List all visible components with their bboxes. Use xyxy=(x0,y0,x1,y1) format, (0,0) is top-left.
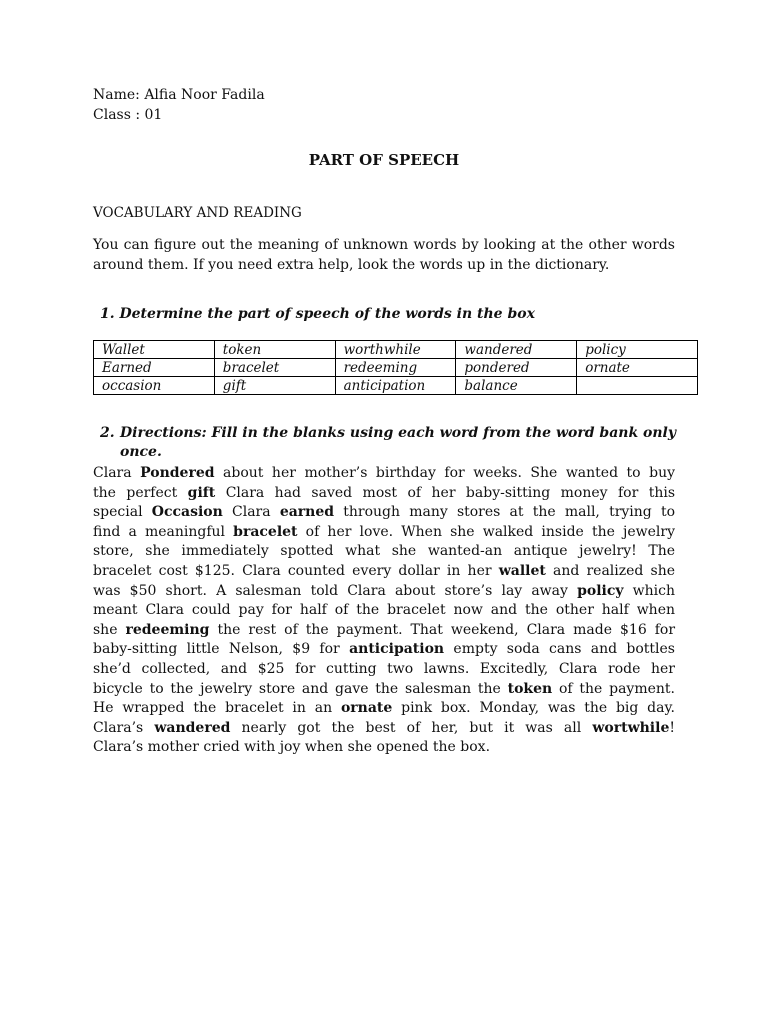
word-bank-cell: Wallet xyxy=(94,341,215,359)
story-line xyxy=(93,719,675,739)
story-text: Clara xyxy=(93,465,141,481)
answer-word: wallet xyxy=(498,562,546,579)
section-heading: VOCABULARY AND READING xyxy=(93,205,302,221)
story-text: bicycle to the jewelry store and gave the salesman the xyxy=(93,680,508,697)
story-text: and realized she xyxy=(545,562,675,579)
story-line xyxy=(93,582,675,602)
story-text: baby-sitting little Nelson, $9 for xyxy=(93,641,350,658)
word-bank-row xyxy=(94,359,698,377)
story-text: the perfect xyxy=(93,484,188,501)
word-bank-cell: balance xyxy=(456,377,577,395)
question-1-text: Determine the part of speech of the words in the box xyxy=(119,306,535,322)
story-line xyxy=(93,699,675,719)
answer-word: Pondered xyxy=(140,465,215,481)
story-text: the rest of the payment. That weekend, Clara made $16 for xyxy=(209,621,676,638)
word-bank-cell: bracelet xyxy=(214,359,335,377)
story-line xyxy=(93,621,675,641)
story-text: through many stores at the mall, trying to xyxy=(334,504,675,521)
story-text: Clara’s xyxy=(93,719,155,736)
story-text: store, she immediately spotted what she wanted-an antique jewelry! The xyxy=(93,543,675,560)
story-text: bracelet cost $125. Clara counted every dollar in her xyxy=(93,562,499,579)
word-bank-cell: token xyxy=(214,341,335,359)
word-bank-cell: anticipation xyxy=(335,377,456,395)
answer-word: ornate xyxy=(340,700,393,717)
story-text: Clara’s mother cried with joy when she opened the box. xyxy=(93,739,491,756)
story-text: ! xyxy=(669,719,675,736)
story-line xyxy=(93,503,675,523)
story-text: she’d collected, and $25 for cutting two lawns. Excitedly, Clara rode her xyxy=(93,660,675,677)
question-2 xyxy=(100,424,676,462)
answer-word: token xyxy=(507,680,553,697)
word-bank-cell: redeeming xyxy=(335,359,456,377)
word-bank-cell: pondered xyxy=(456,359,577,377)
answer-word: gift xyxy=(187,484,216,501)
word-bank-row xyxy=(94,341,698,359)
page-title: PART OF SPEECH xyxy=(308,151,460,169)
story-text: Clara xyxy=(222,504,280,521)
story-line xyxy=(93,523,675,543)
story-line xyxy=(93,542,675,562)
story-line xyxy=(93,562,675,582)
answer-word: wortwhile xyxy=(592,719,670,736)
word-bank-cell xyxy=(577,377,698,395)
story-text: was $50 short. A salesman told Clara about store’s lay away xyxy=(93,582,578,599)
story-line xyxy=(93,484,675,504)
story-text: empty soda cans and bottles xyxy=(444,641,675,658)
story-line xyxy=(93,640,675,660)
word-bank-cell: occasion xyxy=(94,377,215,395)
question-1-number: 1. xyxy=(100,306,115,322)
answer-word: redeeming xyxy=(125,621,210,638)
word-bank-row xyxy=(94,377,698,395)
story-paragraph xyxy=(93,464,675,758)
intro-paragraph: You can figure out the meaning of unknown words by looking at the other words around them. If you need extra help, look the words up in the dictionary. xyxy=(93,237,675,273)
story-text: she xyxy=(93,621,126,638)
answer-word: anticipation xyxy=(349,641,445,658)
answer-word: policy xyxy=(577,582,624,599)
story-line xyxy=(93,660,675,680)
story-text: which xyxy=(623,582,675,599)
story-line xyxy=(93,680,675,700)
student-class: Class : 01 xyxy=(93,107,163,123)
story-text: nearly got the best of her, but it was all xyxy=(230,719,593,736)
answer-word: earned xyxy=(279,504,335,521)
question-2-number: 2. xyxy=(100,425,115,441)
story-text: He wrapped the bracelet in an xyxy=(93,700,341,717)
question-1 xyxy=(100,306,535,322)
answer-word: Occasion xyxy=(151,504,223,521)
word-bank-cell: policy xyxy=(577,341,698,359)
story-line xyxy=(93,601,675,621)
word-bank-cell: wandered xyxy=(456,341,577,359)
story-text: special xyxy=(93,504,152,521)
word-bank-cell: worthwhile xyxy=(335,341,456,359)
story-text: pink box. Monday, was the big day. xyxy=(392,700,675,717)
word-bank-cell: Earned xyxy=(94,359,215,377)
answer-word: bracelet xyxy=(233,523,298,540)
story-text: about her mother’s birthday for weeks. She wanted to buy xyxy=(214,465,675,481)
word-bank-cell: ornate xyxy=(577,359,698,377)
story-text: meant Clara could pay for half of the bracelet now and the other half when xyxy=(93,602,675,619)
question-2-text: Directions: Fill in the blanks using each word from the word bank only once. xyxy=(120,425,676,460)
story-line xyxy=(93,464,675,484)
answer-word: wandered xyxy=(154,719,231,736)
story-text: of the payment. xyxy=(552,680,675,697)
student-name: Name: Alfia Noor Fadila xyxy=(93,87,265,103)
word-bank-table xyxy=(93,340,698,395)
story-text: find a meaningful xyxy=(93,523,234,540)
word-bank-cell: gift xyxy=(214,377,335,395)
story-text: Clara had saved most of her baby-sitting money for this xyxy=(215,484,676,501)
story-text: of her love. When she walked inside the jewelry xyxy=(297,523,675,540)
story-line xyxy=(93,738,675,758)
